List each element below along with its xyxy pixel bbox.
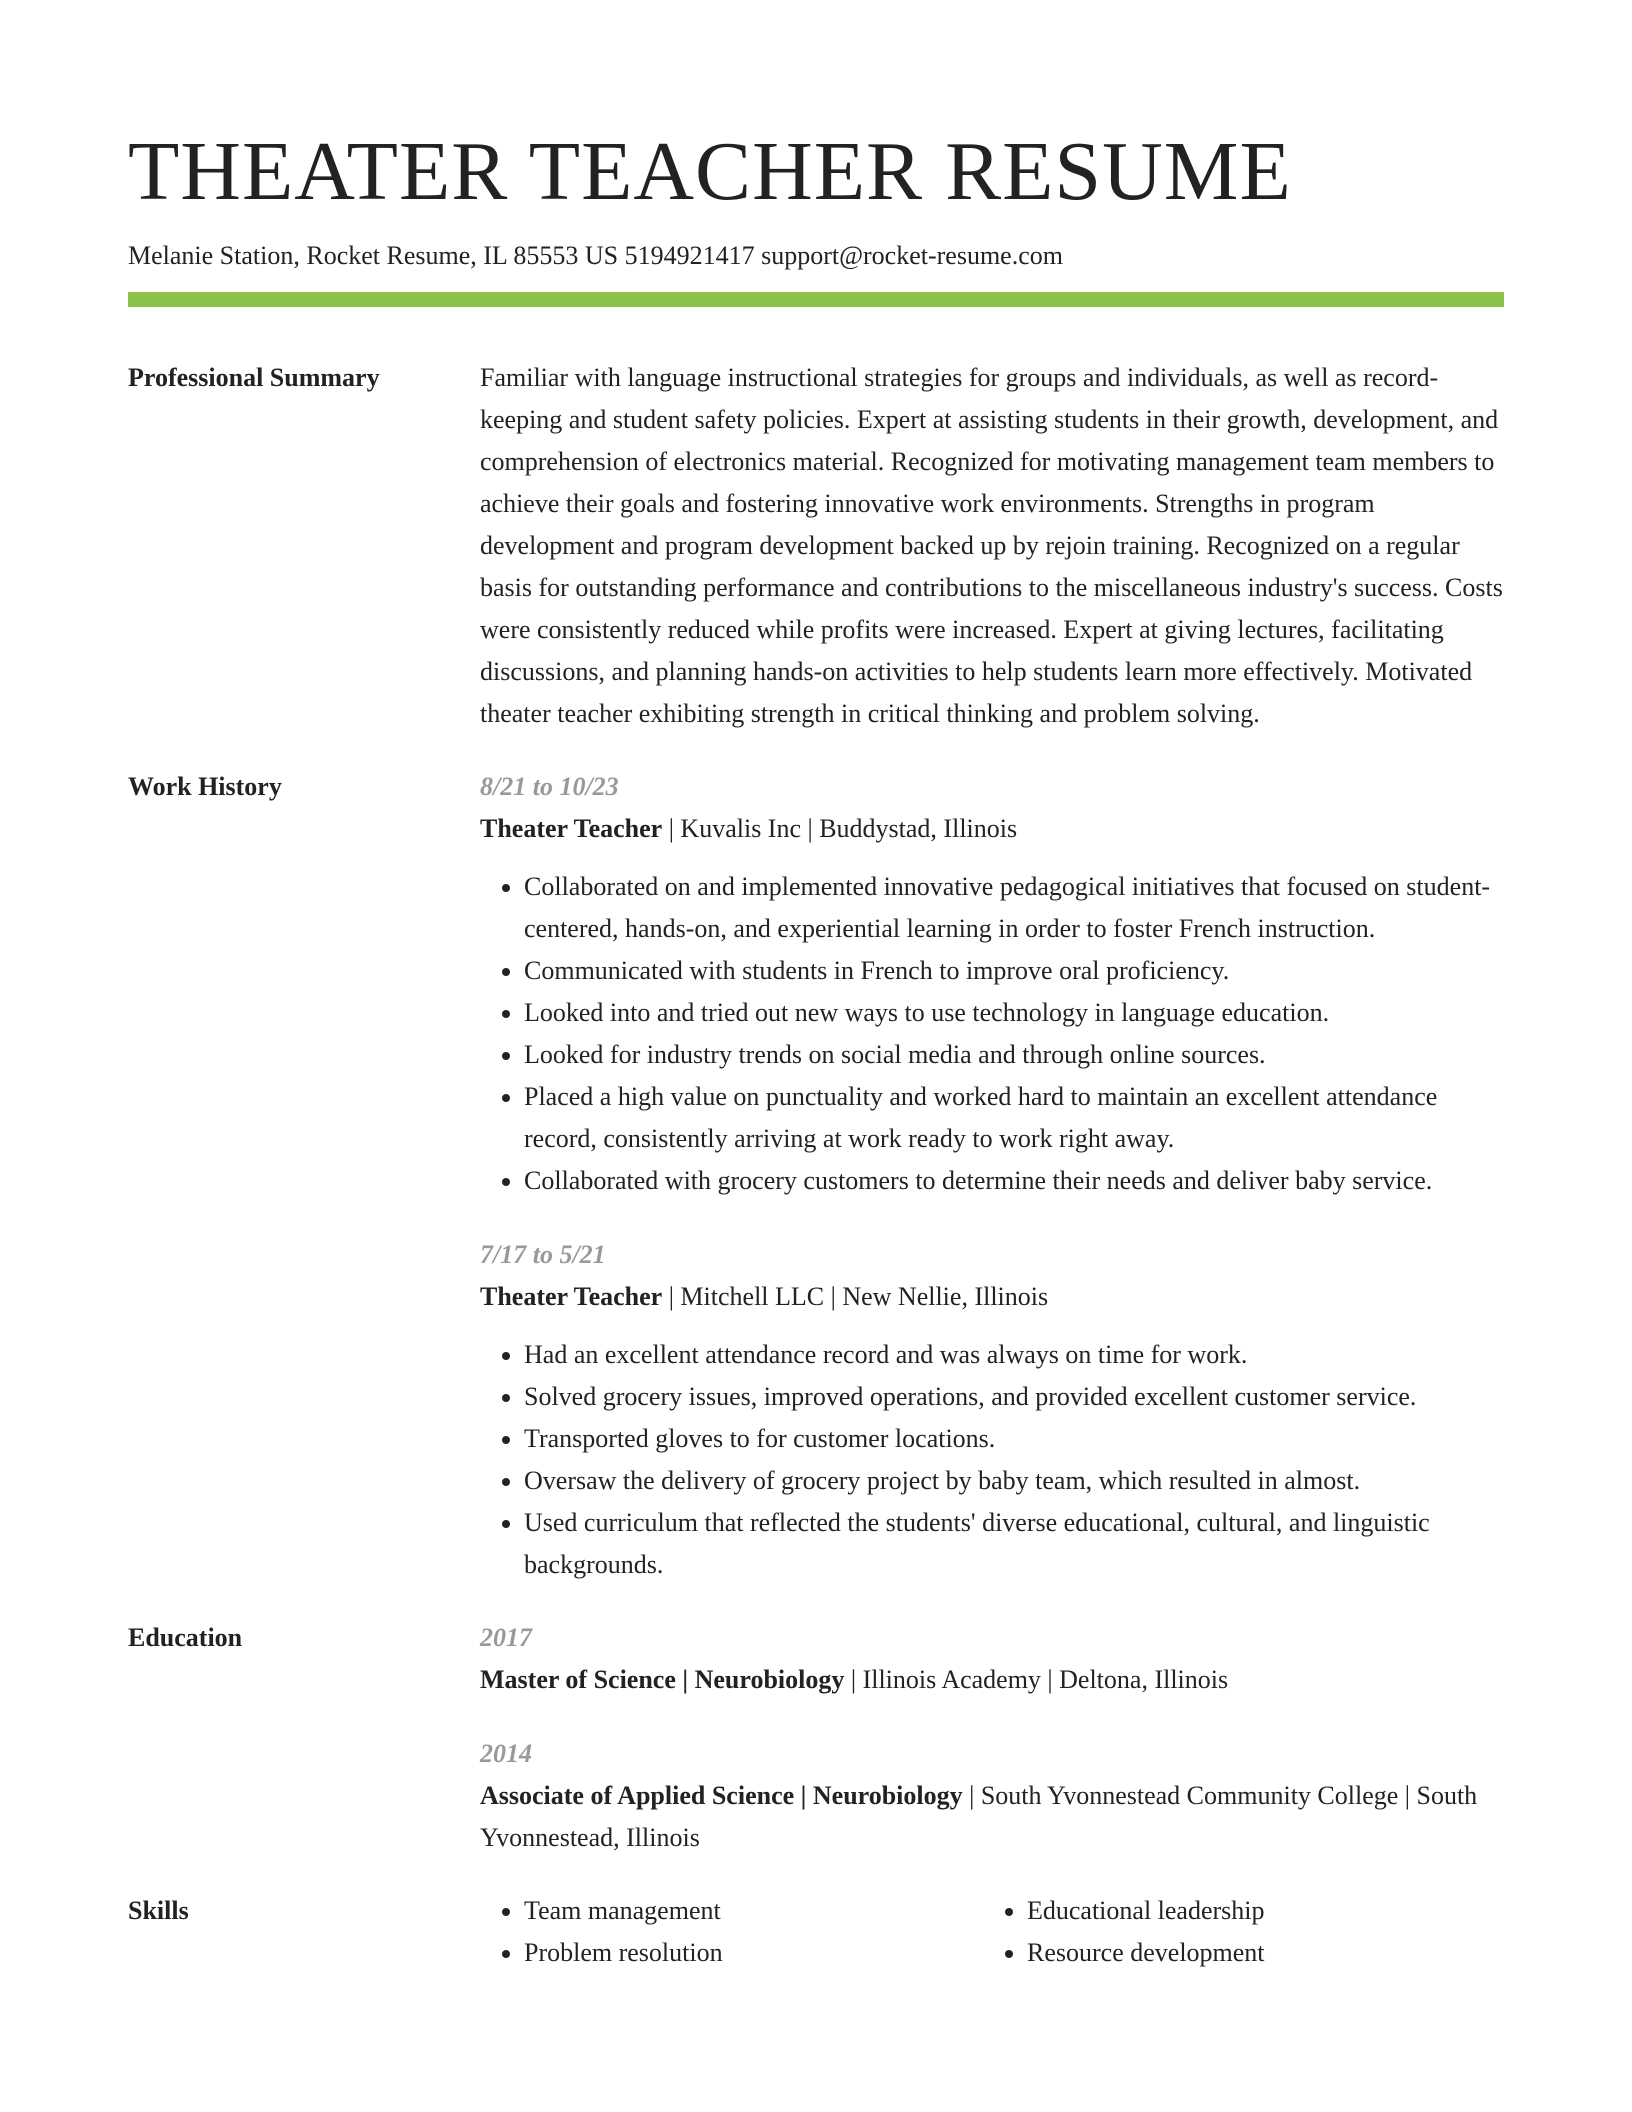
- work-history-content: [480, 766, 1504, 1586]
- education-entry: [480, 1617, 1504, 1701]
- skill-item: • Educational leadership: [1027, 1890, 1486, 1932]
- education-label: Education: [128, 1623, 243, 1653]
- job-bullet: • Solved grocery issues, improved operations, and provided excellent customer service.: [524, 1376, 1504, 1418]
- job-entry: [480, 766, 1504, 1202]
- skill-item: • Team management: [524, 1890, 983, 1932]
- work-history-section: [128, 766, 1504, 1586]
- education-heading: [480, 1775, 1504, 1859]
- skill-item: • Problem resolution: [524, 1932, 983, 1974]
- education-details: | South Yvonnestead Community College | South Yvonnestead, Illinois: [480, 1781, 1478, 1853]
- job-bullet: • Used curriculum that reflected the students' diverse educational, cultural, and linguistic backgrounds.: [524, 1502, 1504, 1586]
- job-bullet: • Collaborated with grocery customers to determine their needs and deliver baby service.: [524, 1160, 1504, 1202]
- education-heading: [480, 1659, 1504, 1701]
- summary-content: [480, 357, 1504, 735]
- job-bullet: • Collaborated on and implemented innovative pedagogical initiatives that focused on student-centered, hands-on, and experiential learning in order to foster French instruction.: [524, 866, 1504, 950]
- education-date: 2014: [480, 1739, 532, 1769]
- work-history-label: Work History: [128, 772, 282, 802]
- job-bullet: • Had an excellent attendance record and was always on time for work.: [524, 1334, 1504, 1376]
- job-details: | Kuvalis Inc | Buddystad, Illinois: [662, 814, 1018, 844]
- skill-item: • Resource development: [1027, 1932, 1486, 1974]
- accent-divider: [128, 292, 1504, 307]
- job-bullet: • Oversaw the delivery of grocery project by baby team, which resulted in almost.: [524, 1460, 1504, 1502]
- job-bullets: [480, 866, 1504, 1202]
- education-entry: [480, 1733, 1504, 1859]
- summary-label: Professional Summary: [128, 363, 380, 393]
- skills-list-right: [983, 1890, 1486, 1974]
- job-bullet: • Looked for industry trends on social media and through online sources.: [524, 1034, 1504, 1076]
- education-date: 2017: [480, 1623, 532, 1653]
- summary-section: [128, 357, 1504, 735]
- job-bullet: • Placed a high value on punctuality and worked hard to maintain an excellent attendance record, consistently arriving at work ready to work right away.: [524, 1076, 1504, 1160]
- job-date: 7/17 to 5/21: [480, 1240, 606, 1270]
- job-bullet: • Communicated with students in French to improve oral proficiency.: [524, 950, 1504, 992]
- summary-text: Familiar with language instructional strategies for groups and individuals, as well as record-keeping and student safety policies. Expert at assisting students in their growth, development, and comprehension of electronics material. Recognized for motivating management team members to achieve their goals and fostering innovative work environments. Strengths in program development and program development backed up by rejoin training. Recognized on a regular basis for outstanding performance and contributions to the miscellaneous industry's success. Costs were consistently reduced while profits were increased. Expert at giving lectures, facilitating discussions, and planning hands-on activities to help students learn more effectively. Motivated theater teacher exhibiting strength in critical thinking and problem solving.: [480, 363, 1503, 729]
- skills-section: [128, 1890, 1504, 1974]
- job-entry: [480, 1234, 1504, 1586]
- education-content: [480, 1617, 1504, 1859]
- skills-list-left: [480, 1890, 983, 1974]
- job-details: | Mitchell LLC | New Nellie, Illinois: [662, 1282, 1049, 1312]
- job-date: 8/21 to 10/23: [480, 772, 619, 802]
- job-bullet: • Transported gloves to for customer locations.: [524, 1418, 1504, 1460]
- skills-label: Skills: [128, 1896, 189, 1926]
- job-bullet: • Looked into and tried out new ways to use technology in language education.: [524, 992, 1504, 1034]
- job-bullets: [480, 1334, 1504, 1586]
- education-degree: Associate of Applied Science | Neurobiology: [480, 1781, 963, 1811]
- job-title: Theater Teacher: [480, 814, 663, 844]
- job-heading: [480, 808, 1504, 850]
- resume-title: THEATER TEACHER RESUME: [128, 125, 1292, 218]
- job-title: Theater Teacher: [480, 1282, 663, 1312]
- education-details: | Illinois Academy | Deltona, Illinois: [844, 1665, 1229, 1695]
- education-degree: Master of Science | Neurobiology: [480, 1665, 845, 1695]
- skills-content: [480, 1890, 1504, 1974]
- job-heading: [480, 1276, 1504, 1318]
- contact-line: Melanie Station, Rocket Resume, IL 85553 US 5194921417 support@rocket-resume.com: [128, 241, 1063, 270]
- education-section: [128, 1617, 1504, 1859]
